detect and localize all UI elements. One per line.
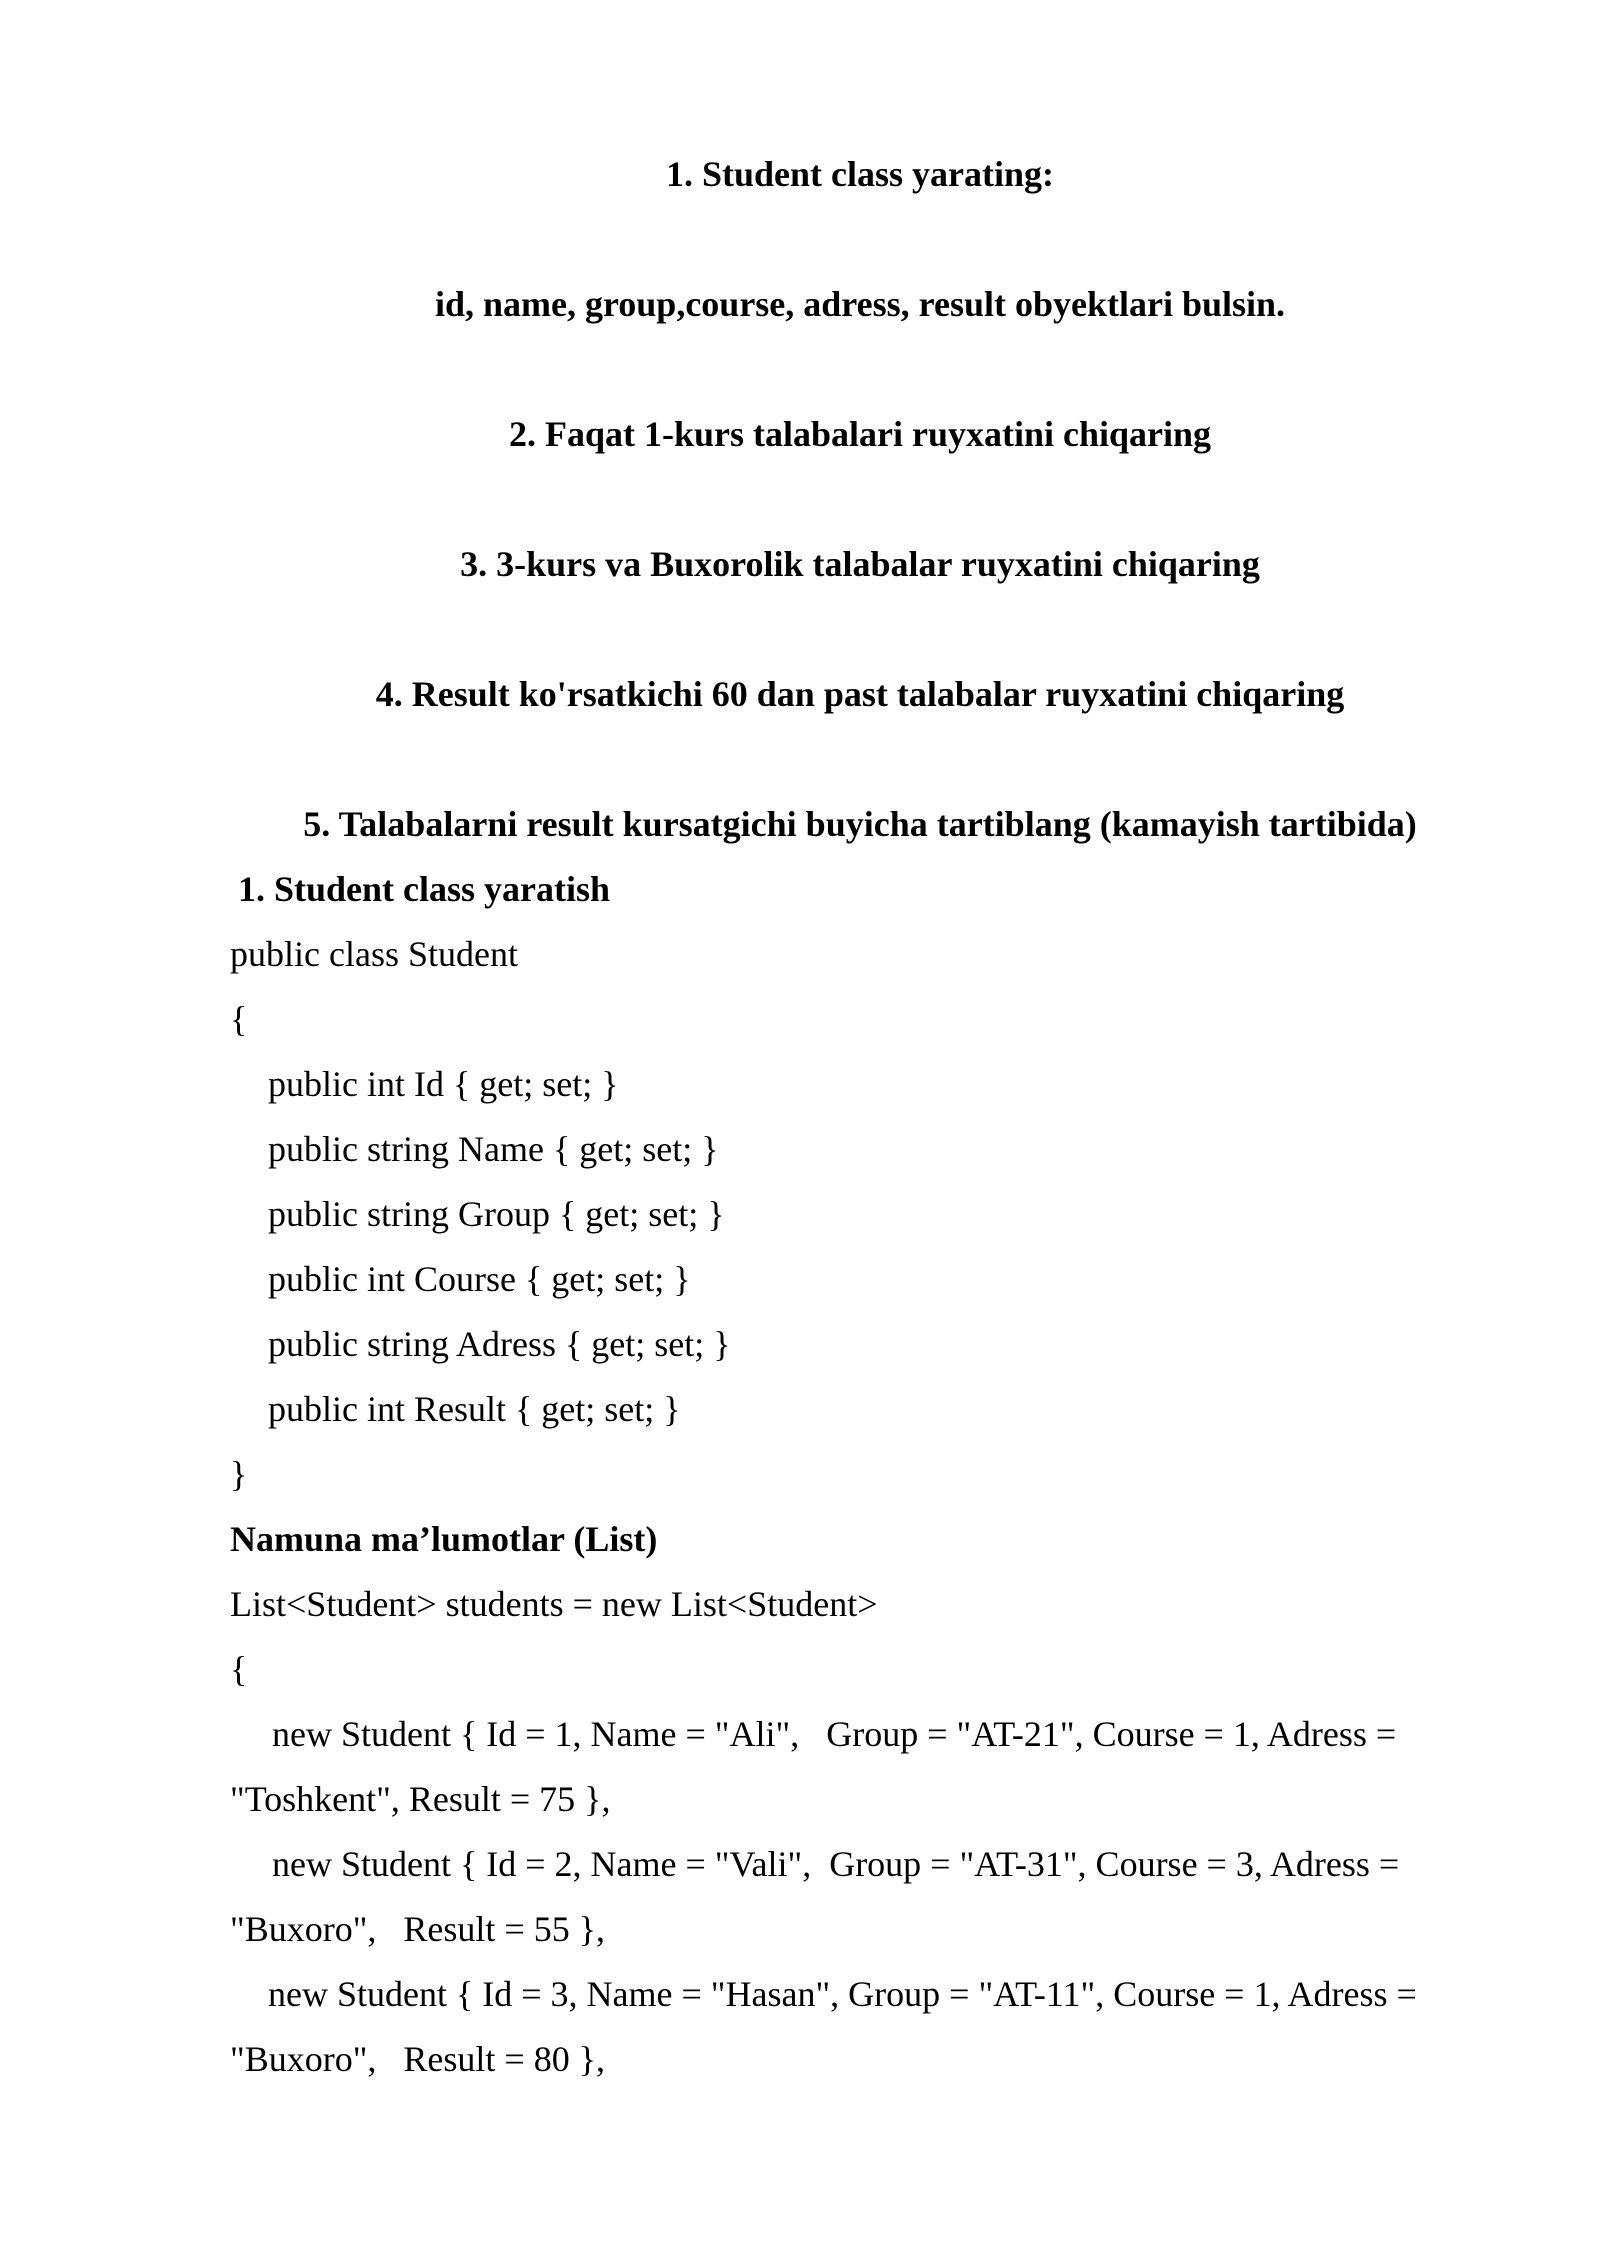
code-line: public string Group { get; set; } [268, 1194, 725, 1234]
code-line: public int Id { get; set; } [268, 1064, 619, 1104]
task-3: 3. 3-kurs va Buxorolik talabalar ruyxatini chiqaring [460, 544, 1260, 584]
code-line: public int Result { get; set; } [268, 1389, 681, 1429]
code-line: new Student { Id = 2, Name = "Vali", Group = "AT-31", Course = 3, Adress = [272, 1844, 1400, 1884]
task-1: 1. Student class yarating: [665, 154, 1055, 194]
code-line: "Toshkent", Result = 75 }, [230, 1779, 611, 1819]
code-line: public string Name { get; set; } [268, 1129, 719, 1169]
code-line: public int Course { get; set; } [268, 1259, 691, 1299]
code-line: List<Student> students = new List<Student> [230, 1584, 878, 1624]
code-line: } [230, 1454, 248, 1494]
code-line: public class Student [230, 934, 518, 974]
code-line: public string Adress { get; set; } [268, 1324, 731, 1364]
task-2: 2. Faqat 1-kurs talabalari ruyxatini chiqaring [508, 414, 1212, 454]
task-5: 5. Talabalarni result kursatgichi buyicha tartiblang (kamayish tartibida) [303, 804, 1417, 844]
section-heading-sample-data: Namuna ma’lumotlar (List) [230, 1519, 658, 1559]
section-heading-class: 1. Student class yaratish [238, 869, 611, 909]
code-line: "Buxoro", Result = 80 }, [230, 2039, 605, 2079]
code-line: { [230, 999, 248, 1039]
task-1-detail: id, name, group,course, adress, result obyektlari bulsin. [434, 284, 1286, 324]
task-4: 4. Result ko'rsatkichi 60 dan past talabalar ruyxatini chiqaring [375, 674, 1345, 714]
code-line: "Buxoro", Result = 55 }, [230, 1909, 605, 1949]
code-line: { [230, 1649, 248, 1689]
code-line: new Student { Id = 3, Name = "Hasan", Group = "AT-11", Course = 1, Adress = [268, 1974, 1417, 2014]
code-line: new Student { Id = 1, Name = "Ali", Group = "AT-21", Course = 1, Adress = [272, 1714, 1397, 1754]
